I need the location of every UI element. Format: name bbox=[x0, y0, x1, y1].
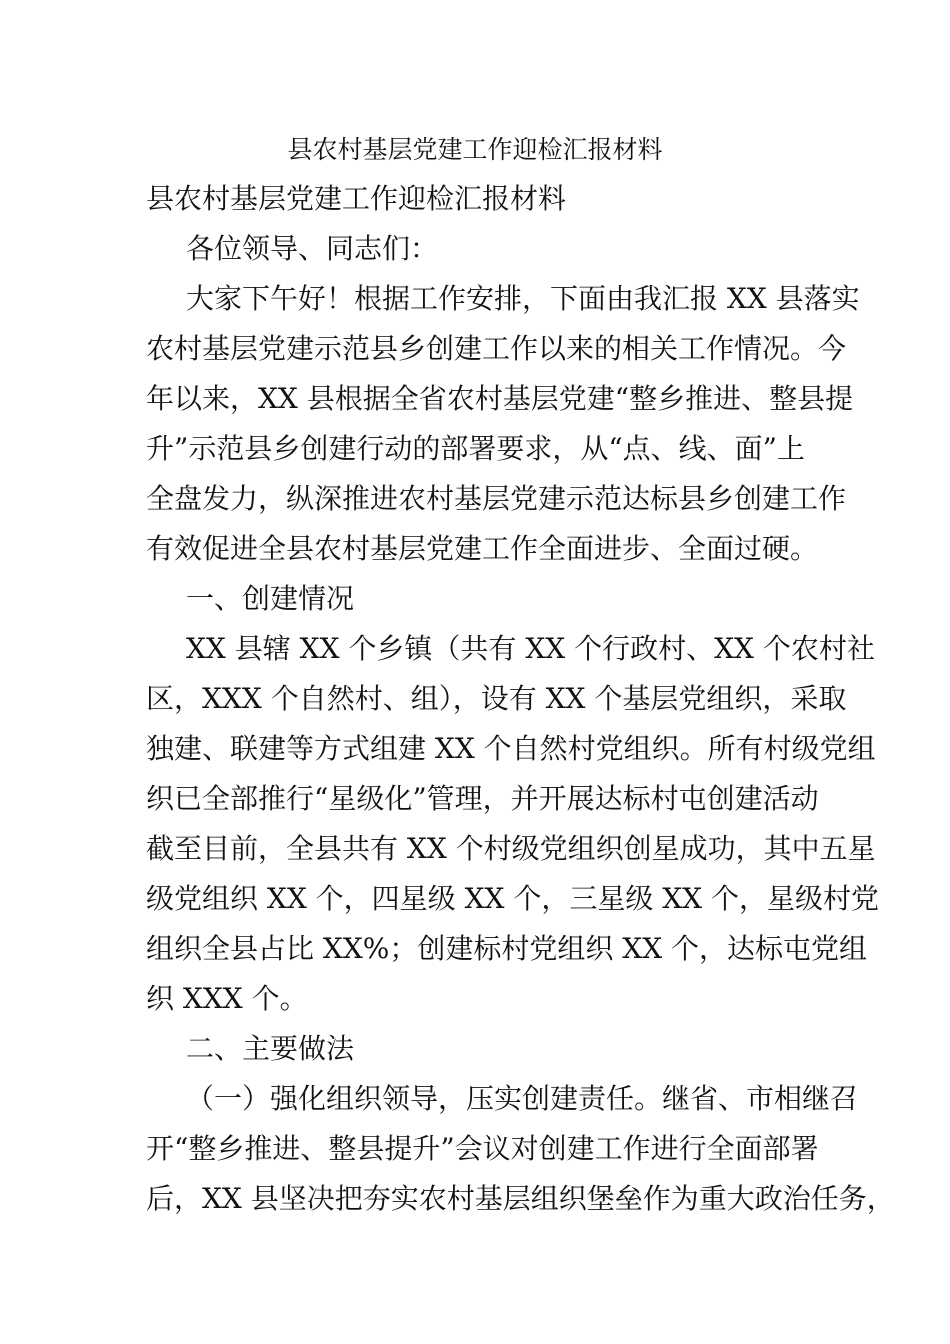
paragraph-line: 全盘发力，纵深推进农村基层党建示范达标县乡创建工作 bbox=[146, 482, 847, 515]
paragraph-line: 有效促进全县农村基层党建工作全面进步、全面过硬。 bbox=[146, 532, 819, 565]
subtitle-line: 县农村基层党建工作迎检汇报材料 bbox=[146, 182, 567, 215]
document-title: 县农村基层党建工作迎检汇报材料 bbox=[287, 135, 663, 164]
paragraph-line: 独建、联建等方式组建 XX 个自然村党组织。所有村级党组 bbox=[146, 732, 876, 765]
paragraph-line: （一）强化组织领导，压实创建责任。继省、市相继召 bbox=[186, 1082, 859, 1115]
section-heading: 二、主要做法 bbox=[186, 1032, 355, 1065]
paragraph-line: 后，XX 县坚决把夯实农村基层组织堡垒作为重大政治任务， bbox=[146, 1182, 895, 1215]
paragraph-line: 区，XXX 个自然村、组），设有 XX 个基层党组织，采取 bbox=[146, 682, 847, 715]
section-heading: 一、创建情况 bbox=[186, 582, 355, 615]
paragraph-line: 截至目前，全县共有 XX 个村级党组织创星成功，其中五星 bbox=[146, 832, 876, 865]
paragraph-line: 织 XXX 个。 bbox=[146, 982, 308, 1015]
paragraph-line: 级党组织 XX 个，四星级 XX 个，三星级 XX 个，星级村党 bbox=[146, 882, 880, 915]
paragraph-line: 开“整乡推进、整县提升”会议对创建工作进行全面部署 bbox=[146, 1132, 819, 1165]
salutation-line: 各位领导、同志们： bbox=[186, 232, 439, 265]
document-body bbox=[146, 174, 895, 1224]
paragraph-line: 年以来，XX 县根据全省农村基层党建“整乡推进、整县提 bbox=[146, 382, 854, 415]
paragraph-line: 升”示范县乡创建行动的部署要求，从“点、线、面”上 bbox=[146, 432, 805, 465]
paragraph-line: 大家下午好！根据工作安排，下面由我汇报 XX 县落实 bbox=[186, 282, 860, 315]
paragraph-line: 组织全县占比 XX%；创建标村党组织 XX 个，达标屯党组 bbox=[146, 932, 868, 965]
paragraph-line: XX 县辖 XX 个乡镇（共有 XX 个行政村、XX 个农村社 bbox=[186, 632, 875, 665]
paragraph-line: 织已全部推行“星级化”管理，并开展达标村屯创建活动 bbox=[146, 782, 819, 815]
paragraph-line: 农村基层党建示范县乡创建工作以来的相关工作情况。今 bbox=[146, 332, 847, 365]
